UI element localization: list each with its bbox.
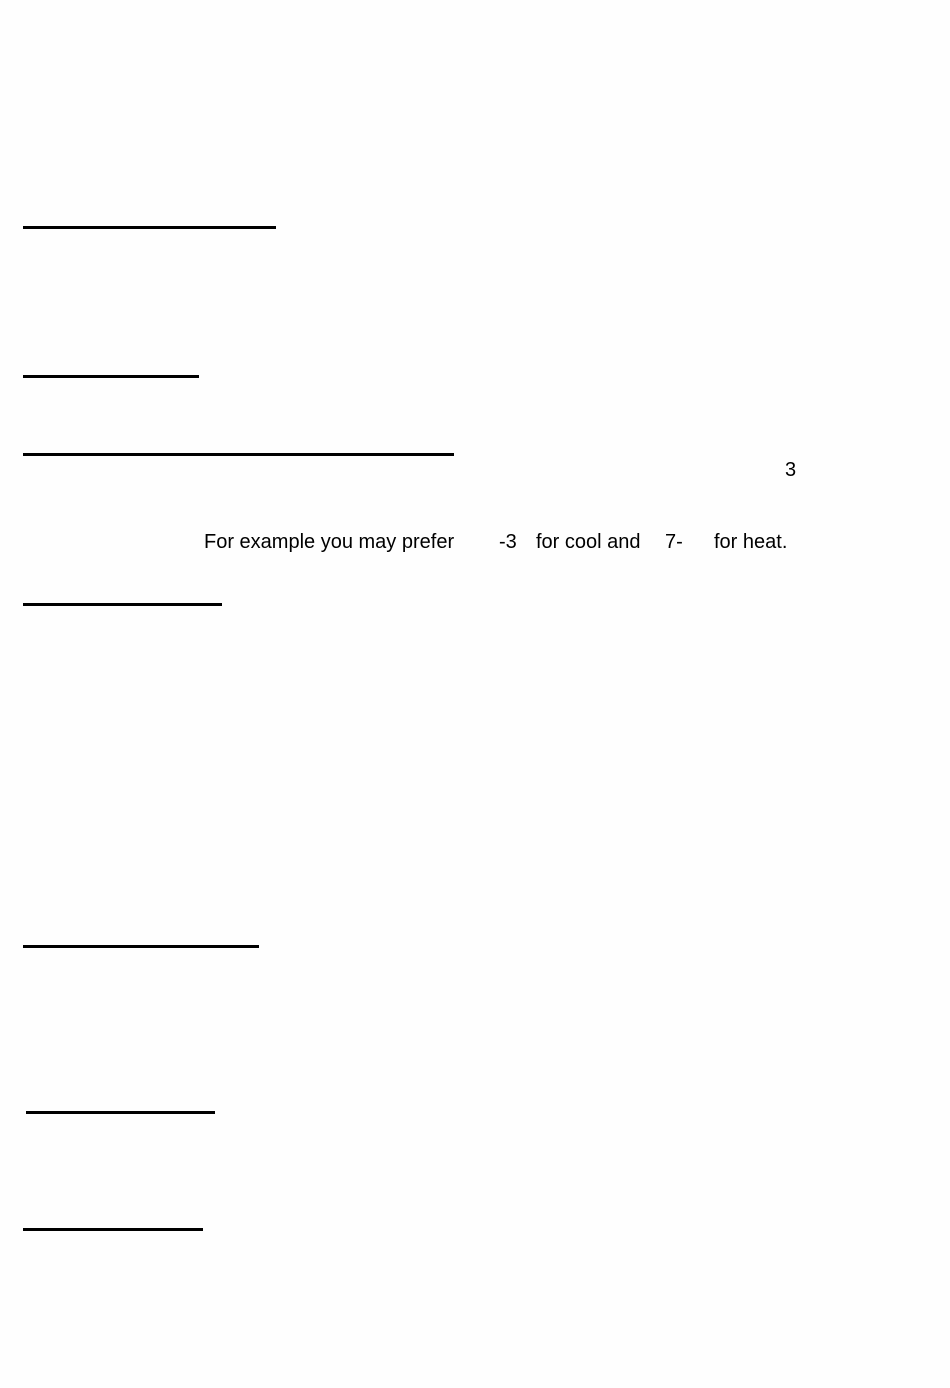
- section-underline-4: [23, 603, 222, 606]
- section-underline-6: [26, 1111, 215, 1114]
- example-heat-value: 7-: [665, 531, 683, 553]
- example-heat-label: for heat.: [714, 531, 788, 553]
- example-cool-label: for cool and: [536, 531, 641, 553]
- section-underline-7: [23, 1228, 203, 1231]
- section-underline-3: [23, 453, 454, 456]
- example-cool-value: -3: [499, 531, 517, 553]
- example-lead-text: For example you may prefer: [204, 531, 455, 553]
- section-underline-1: [23, 226, 276, 229]
- section-underline-2: [23, 375, 199, 378]
- section-underline-5: [23, 945, 259, 948]
- page-number: 3: [785, 459, 797, 481]
